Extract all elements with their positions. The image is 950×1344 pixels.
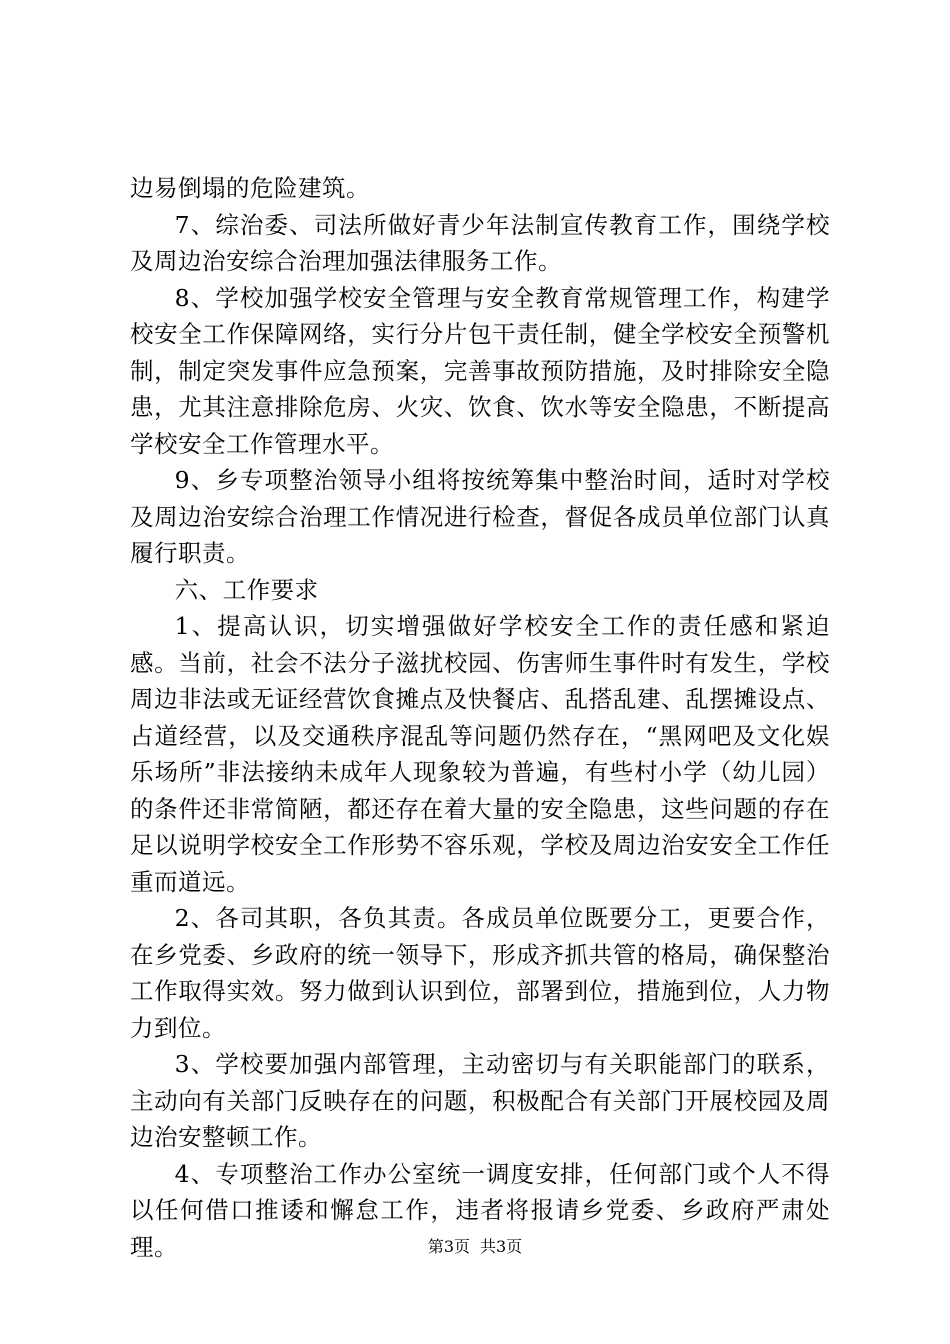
page-total: 共3页 [480,1237,523,1256]
section-heading-work-requirements: 六、工作要求 [174,575,319,604]
requirement-item-1: 1、提高认识，切实增强做好学校安全工作的责任感和紧迫感。当前，社会不法分子滋扰校园、伤害师生事件时有发生，学校周边非法或无证经营饮食摊点及快餐店、乱搭乱建、乱摆摊设点、占道经营，以及交通秩序混乱等问题仍然存在，“黑网吧及文化娱乐场所”非法接纳未成年人现象较为普遍，有些村小学（幼儿园）的条件还非常简陋，都还存在着大量的安全隐患，这些问题的存在足以说明学校安全工作形势不容乐观，学校及周边治安安全工作任重而道远。 [130,612,830,896]
page-footer [0,1237,950,1257]
paragraph-continuation: 边易倒塌的危险建筑。 [130,174,370,202]
requirement-item-4: 4、专项整治工作办公室统一调度安排，任何部门或个人不得以任何借口推诿和懈怠工作，违者将报请乡党委、乡政府严肃处理。 [130,1159,830,1261]
requirement-item-3: 3、学校要加强内部管理，主动密切与有关职能部门的联系，主动向有关部门反映存在的问题，积极配合有关部门开展校园及周边治安整顿工作。 [130,1050,830,1151]
requirement-item-2: 2、各司其职，各负其责。各成员单位既要分工，更要合作，在乡党委、乡政府的统一领导下，形成齐抓共管的格局，确保整治工作取得实效。努力做到认识到位，部署到位，措施到位，人力物力到位。 [130,904,830,1042]
paragraph-item-8: 8、学校加强学校安全管理与安全教育常规管理工作，构建学校安全工作保障网络，实行分片包干责任制，健全学校安全预警机制，制定突发事件应急预案，完善事故预防措施，及时排除安全隐患，尤其注意排除危房、火灾、饮食、饮水等安全隐患，不断提高学校安全工作管理水平。 [130,283,830,458]
document-body [130,170,830,1265]
paragraph-item-7: 7、综治委、司法所做好青少年法制宣传教育工作，围绕学校及周边治安综合治理加强法律服务工作。 [130,210,830,275]
page-number: 第3页 [427,1237,470,1256]
paragraph-item-9: 9、乡专项整治领导小组将按统筹集中整治时间，适时对学校及周边治安综合治理工作情况进行检查，督促各成员单位部门认真履行职责。 [130,466,830,567]
